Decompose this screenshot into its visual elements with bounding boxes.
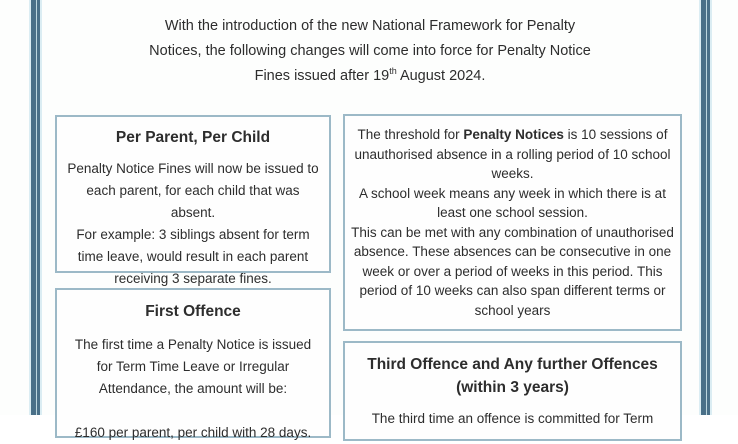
box-third-offence-title (353, 353, 672, 399)
intro-line-2: Notices, the following changes will come into force for Penalty Notice (149, 43, 591, 59)
box-per-parent-title: Per Parent, Per Child (115, 129, 271, 146)
threshold-bold-text: Penalty Notices (463, 127, 564, 142)
box-threshold (343, 114, 682, 331)
intro-line-3-end: August 2024. (396, 68, 486, 84)
box-threshold-paragraph-2: A school week means any week in which there is at least one school session. (359, 185, 666, 220)
box-first-offence-paragraph-1: The first time a Penalty Notice is issued for Term Time Leave or Irregular Attendance, the amount will be: (74, 337, 312, 396)
intro-line-3: Fines issued after 19 (254, 68, 390, 84)
threshold-text-before-bold: The threshold for (357, 127, 464, 142)
page-border-right (699, 0, 712, 415)
box-first-offence-paragraph-2: £160 per parent, per child with 28 days. (74, 425, 312, 440)
intro-line-1: With the introduction of the new National Framework for Penalty (164, 18, 576, 34)
box-per-parent-paragraph-1: Penalty Notice Fines will now be issued to each parent, for each child that was absent. (67, 161, 319, 220)
intro-paragraph (41, 14, 699, 89)
third-offence-title-line-2: (within 3 years) (456, 379, 569, 396)
box-first-offence (55, 288, 331, 438)
box-third-offence-paragraph-1: The third time an offence is committed for Term (371, 411, 654, 426)
box-third-offence (343, 341, 682, 441)
box-first-offence-title: First Offence (145, 303, 241, 320)
box-threshold-paragraph-1 (351, 125, 674, 184)
threshold-text-after-bold: is 10 sessions of unauthorised absence in a rolling period of 10 school weeks. (354, 127, 671, 181)
box-per-parent-paragraph-2: For example: 3 siblings absent for term time leave, would result in each parent receiving 3 separate fines. (76, 227, 310, 286)
third-offence-title-line-1: Third Offence and Any further Offences (367, 356, 658, 373)
intro-superscript: th (389, 66, 397, 77)
box-per-parent-per-child (55, 115, 331, 286)
box-threshold-paragraph-3: This can be met with any combination of unauthorised absence. These absences can be consecutive in one week or over a period of weeks in this period. This period of 10 weeks can also span different terms or school years (351, 224, 674, 318)
